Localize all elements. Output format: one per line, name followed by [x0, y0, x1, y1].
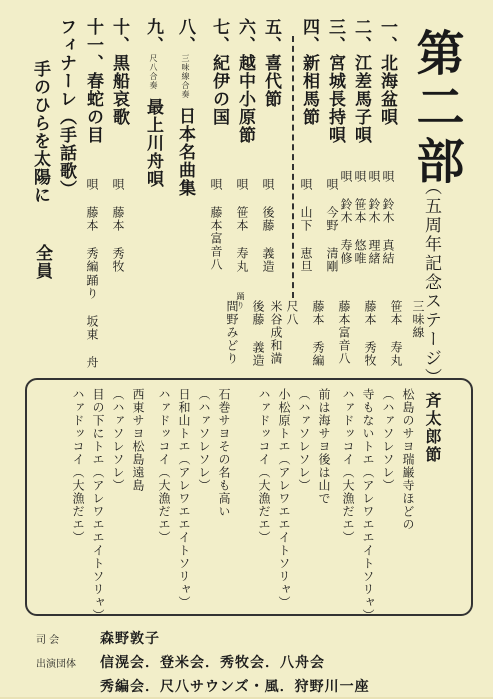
lyric-line-16: ハァドッコイ（大漁だエ）	[71, 388, 85, 544]
groups-label: 出演団体	[36, 659, 76, 670]
program-name: 春蛇の目	[83, 72, 103, 144]
lyric-line-11: 日和山トエ（アレワエエイトソリャ）	[177, 388, 191, 609]
lyric-line-7: 小松原トエ（アレワエエイトソリャ）	[277, 388, 291, 609]
program-item-5	[262, 18, 279, 108]
program-item-10	[110, 18, 127, 126]
lyric-line-1: 松島のサヨ瑞巌寺ほどの	[401, 388, 415, 531]
lyric-line-12: ハァドッコイ（大漁だエ）	[157, 388, 171, 544]
performer-4: 唄 山下 恵旦	[299, 178, 313, 273]
program-finale-song: 手のひらを太陽に	[30, 60, 50, 204]
program-number: 三、	[325, 18, 345, 54]
performer-1b: 唄 鈴木 理緒	[367, 170, 381, 265]
shamisen-label: 三味線	[411, 300, 425, 339]
page-subtitle: （五周年記念ステージ）	[421, 178, 441, 387]
shamisen-1: 笹本 寿丸	[389, 300, 403, 367]
program-item-11	[84, 18, 101, 144]
lyric-line-8: ハァドッコイ（大漁だエ）	[257, 388, 271, 544]
groups-row	[36, 652, 476, 676]
performer-11b: 踊り 坂東 舟	[85, 274, 99, 369]
shakuhachi-2: 後藤 義造	[251, 300, 265, 367]
performer-11a: 唄 藤本 秀編	[85, 178, 99, 273]
lyric-line-5: 前は海サヨ後は山で	[317, 388, 331, 505]
program-name: 日本名曲集	[175, 107, 195, 197]
performer-3: 唄 今野 清剛	[325, 178, 339, 273]
program-prefix: 尺八合奏	[149, 54, 158, 90]
groups-line-2: 秀編会．尺八サウンズ・風．狩野川一座	[100, 679, 370, 695]
groups-row-2	[36, 676, 476, 699]
dashed-divider	[292, 36, 294, 298]
program-item-3	[326, 18, 343, 144]
program-name: 最上川舟唄	[143, 98, 163, 188]
program-number: 二、	[351, 18, 371, 54]
program-number: 五、	[261, 18, 281, 54]
program-number: 六、	[235, 18, 255, 54]
program-name: 喜代節	[261, 54, 281, 108]
program-item-7	[210, 18, 227, 126]
lyric-line-14: （ハァソレソレ）	[111, 388, 125, 492]
lyric-line-15: 目の下にトエ（アレワエエイトソリャ）	[91, 388, 105, 622]
lyric-line-13: 西東サヨ松島遠島	[131, 388, 145, 492]
page-title: 第二部	[408, 28, 464, 190]
program-item-6	[236, 18, 253, 144]
host-label: 司 会	[36, 635, 60, 646]
shakuhachi-1: 米谷成和満	[269, 300, 283, 365]
program-number: 十、	[109, 18, 129, 54]
groups-line-1: 信滉会．登米会．秀牧会．八舟会	[100, 655, 325, 671]
lyric-line-3: 寺もないトエ（アレワエエイトソリャ）	[361, 388, 375, 622]
shamisen-3: 藤本富音八	[337, 300, 351, 365]
program-number: 八、	[175, 18, 195, 54]
program-item-2	[352, 18, 369, 144]
dance-label: 踊り	[236, 292, 245, 310]
program-name: 新相馬節	[299, 54, 319, 126]
shamisen-2: 藤本 秀牧	[363, 300, 377, 367]
performer-2a: 唄 笹本 悠唯	[353, 170, 367, 265]
program-number: 十一、	[83, 18, 103, 72]
credits	[36, 628, 476, 699]
program-name: 江差馬子唄	[351, 54, 371, 144]
host-name: 森野敦子	[100, 631, 160, 647]
program-number: 四、	[299, 18, 319, 54]
song-title: 斉太郎節	[423, 392, 442, 464]
program-finale: フィナーレ（手話歌）	[56, 18, 76, 198]
lyric-line-9: 石巻サヨその名も高い	[217, 388, 231, 518]
program-name: 紀伊の国	[209, 54, 229, 126]
dance-1: 間野みどり	[225, 300, 239, 365]
program-name: 北海盆唄	[377, 54, 397, 126]
performer-7: 唄 藤本富音八	[209, 178, 223, 271]
program-item-4	[300, 18, 317, 126]
host-row	[36, 628, 476, 652]
performer-5: 唄 後藤 義造	[261, 178, 275, 273]
program-name: 黒船哀歌	[109, 54, 129, 126]
lyric-line-10: （ハァソレソレ）	[197, 388, 211, 492]
shakuhachi-label: 尺八	[285, 300, 299, 326]
program-number: 九、	[143, 18, 163, 54]
shamisen-4: 藤本 秀編	[311, 300, 325, 367]
program-prefix: 三味線合奏	[181, 54, 190, 99]
program-number: 七、	[209, 18, 229, 54]
lyric-line-4: ハァドッコイ（大漁だエ）	[341, 388, 355, 544]
lyric-line-6: （ハァソレソレ）	[297, 388, 311, 492]
lyric-line-2: （ハァソレソレ）	[381, 388, 395, 492]
program-item-1	[378, 18, 395, 126]
performer-1a: 唄 鈴木 真結	[381, 170, 395, 265]
program-item-8	[176, 18, 193, 197]
program-item-9	[144, 18, 161, 188]
program-number: 一、	[377, 18, 397, 54]
program-name: 越中小原節	[235, 54, 255, 144]
program-name: 宮城長持唄	[325, 54, 345, 144]
performer-2b: 唄 鈴木 寿修	[339, 170, 353, 265]
all-members: 全員	[32, 244, 52, 280]
performer-6: 唄 笹本 寿丸	[235, 178, 249, 273]
performer-10: 唄 藤本 秀牧	[111, 178, 125, 273]
